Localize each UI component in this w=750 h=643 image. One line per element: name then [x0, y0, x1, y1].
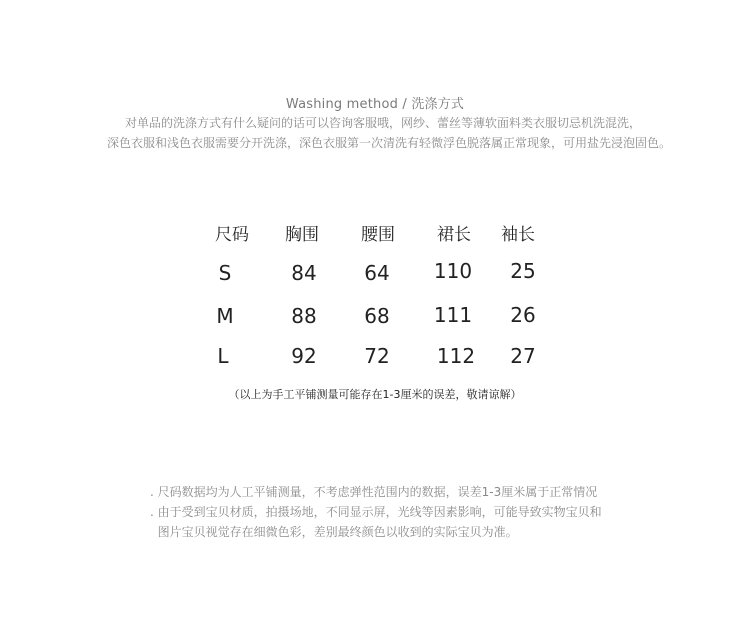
size-measurement-note: （以上为手工平铺测量可能存在1-3厘米的误差，敬请谅解）: [228, 388, 522, 401]
header-sleeve-length: 袖长: [501, 225, 535, 245]
size-l-sleeve-length: 27: [510, 344, 536, 368]
header-bust: 胸围: [285, 225, 319, 245]
size-l-waist: 72: [364, 344, 390, 368]
washing-instruction-line-1: 对单品的洗涤方式有什么疑问的话可以咨询客服哦，网纱、蕾丝等薄软面料类衣服切忌机洗混洗，: [124, 116, 641, 130]
note-line-3: 图片宝贝视觉存在细微色彩，差别最终颜色以收到的实际宝贝为准。: [150, 525, 518, 539]
size-s-bust: 84: [291, 261, 317, 285]
header-skirt-length: 裙长: [437, 225, 471, 245]
size-m-label: M: [216, 304, 234, 328]
size-l-skirt-length: 112: [436, 344, 476, 368]
size-table: [195, 216, 565, 376]
size-s-sleeve-length: 25: [510, 259, 536, 283]
size-s-label: S: [218, 261, 232, 285]
washing-title: Washing method / 洗涤方式: [285, 97, 465, 112]
size-m-sleeve-length: 26: [510, 303, 536, 327]
size-m-bust: 88: [291, 304, 317, 328]
size-l-label: L: [217, 344, 229, 368]
size-s-skirt-length: 110: [433, 259, 473, 283]
size-notes: [150, 482, 670, 542]
header-waist: 腰围: [361, 225, 395, 245]
size-m-skirt-length: 111: [433, 303, 473, 327]
header-size: 尺码: [215, 225, 249, 245]
size-s-waist: 64: [364, 261, 390, 285]
note-line-2: . 由于受到宝贝材质，拍摄场地，不同显示屏，光线等因素影响，可能导致实物宝贝和: [150, 505, 602, 519]
note-line-1: . 尺码数据均为人工平铺测量，不考虑弹性范围内的数据，误差1-3厘米属于正常情况: [150, 485, 598, 499]
washing-instruction-line-2: 深色衣服和浅色衣服需要分开洗涤，深色衣服第一次清洗有轻微浮色脱落属正常现象，可用盐先浸泡固色。: [106, 136, 671, 150]
size-m-waist: 68: [364, 304, 390, 328]
size-l-bust: 92: [291, 344, 317, 368]
